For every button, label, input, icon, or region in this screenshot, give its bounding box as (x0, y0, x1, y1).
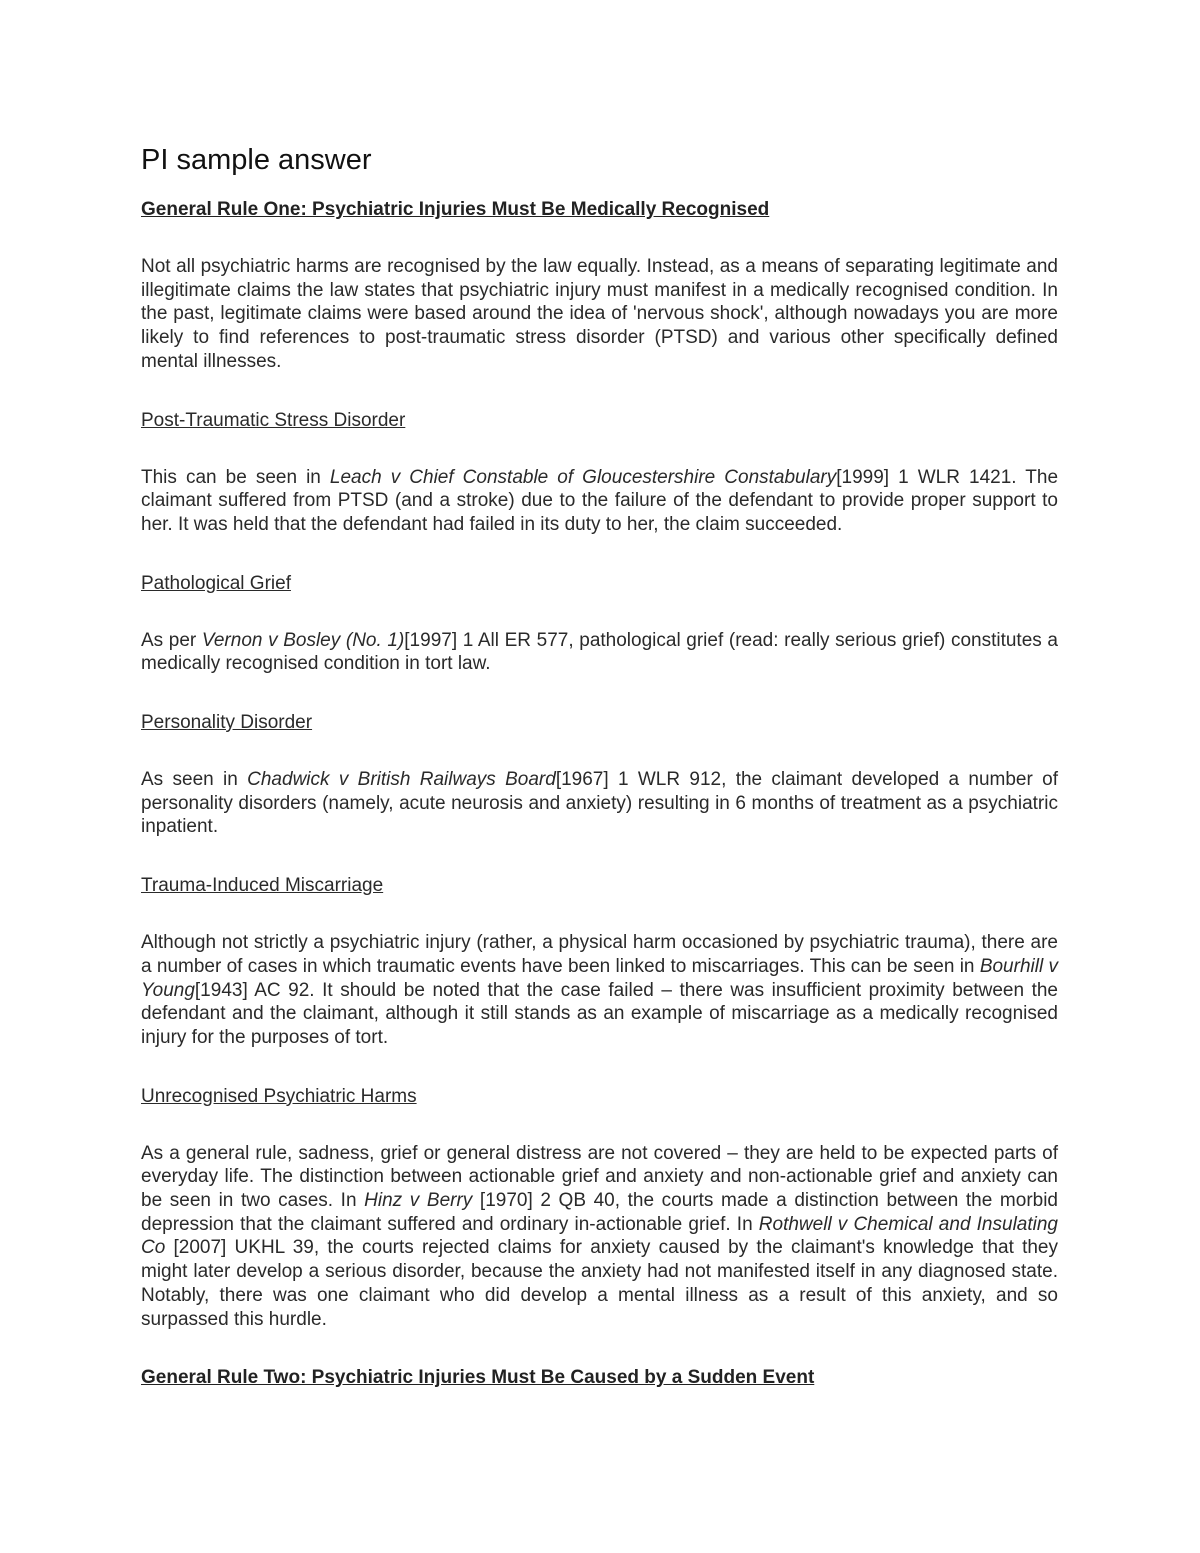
personality-case-name: Chadwick v British Railways Board (247, 769, 556, 791)
personality-paragraph (141, 768, 1058, 839)
miscarriage-text-before: Although not strictly a psychiatric injury (rather, a physical harm occasioned by psychiatric trauma), there are a number of cases in which traumatic events have been linked to miscarriages. This can be seen in (141, 932, 1058, 977)
rule-one-heading: General Rule One: Psychiatric Injuries Must Be Medically Recognised (141, 199, 770, 220)
ptsd-heading: Post-Traumatic Stress Disorder (141, 409, 406, 431)
miscarriage-text-after: [1943] AC 92. It should be noted that the case failed – there was insufficient proximity between the defendant and the claimant, although it still stands as an example of miscarriage as a medically recognised injury for the purposes of tort. (141, 979, 1058, 1048)
personality-text-before: As seen in (141, 769, 248, 791)
miscarriage-paragraph (141, 931, 1058, 1050)
rule-two-heading: General Rule Two: Psychiatric Injuries Must Be Caused by a Sudden Event (141, 1367, 815, 1389)
ptsd-case-name: Leach v Chief Constable of Gloucestershire Constabulary (329, 466, 837, 488)
miscarriage-case-name: Bourhill v Young (141, 955, 1058, 1001)
grief-text-after: [1997] 1 All ER 577, pathological grief (read: really serious grief) constitutes a medically recognised condition in tort law. (141, 629, 1058, 675)
unrecognised-text-2: [1970] 2 QB 40, the courts made a distinction between the morbid depression that the claimant suffered and ordinary in-actionable grief. In (141, 1190, 1058, 1235)
personality-text-after: [1967] 1 WLR 912, the claimant developed a number of personality disorders (namely, acute neurosis and anxiety) resulting in 6 months of treatment as a psychiatric inpatient. (141, 769, 1058, 838)
unrecognised-case-1: Hinz v Berry (364, 1190, 473, 1212)
grief-text-before: As per (141, 629, 202, 651)
ptsd-text-before: This can be seen in (141, 466, 330, 488)
unrecognised-heading: Unrecognised Psychiatric Harms (141, 1085, 417, 1107)
grief-case-name: Vernon v Bosley (No. 1) (201, 629, 405, 651)
grief-paragraph (141, 629, 1058, 676)
document-page (141, 140, 1058, 1390)
rule-one-intro: Not all psychiatric harms are recognised by the law equally. Instead, as a means of separating legitimate and illegitimate claims the law states that psychiatric injury must manifest in a medically recognised condition. In the past, legitimate claims were based around the idea of 'nervous shock', although nowadays you are more likely to find references to post-traumatic stress disorder (PTSD) and various other specifically defined mental illnesses. (141, 256, 1058, 372)
unrecognised-text-1: As a general rule, sadness, grief or general distress are not covered – they are held to be expected parts of everyday life. The distinction between actionable grief and anxiety and non-actionable grief and anxiety can be seen in two cases. In (141, 1142, 1058, 1212)
grief-heading: Pathological Grief (141, 572, 291, 594)
document-title: PI sample answer (141, 144, 372, 176)
ptsd-paragraph (141, 466, 1058, 537)
unrecognised-paragraph (141, 1142, 1058, 1332)
unrecognised-text-3: [2007] UKHL 39, the courts rejected claims for anxiety caused by the claimant's knowledge that they might later develop a serious disorder, because the anxiety had not manifested itself in any diagnosed state. Notably, there was one claimant who did develop a mental illness as a result of this anxiety, and so surpassed this hurdle. (141, 1237, 1058, 1330)
miscarriage-heading: Trauma-Induced Miscarriage (141, 875, 384, 897)
personality-heading: Personality Disorder (141, 712, 313, 734)
unrecognised-case-2: Rothwell v Chemical and Insulating Co (141, 1213, 1058, 1259)
ptsd-text-after: [1999] 1 WLR 1421. The claimant suffered from PTSD (and a stroke) due to the failure of the defendant to provide proper support to her. It was held that the defendant had failed in its duty to her, the claim succeeded. (141, 466, 1059, 535)
